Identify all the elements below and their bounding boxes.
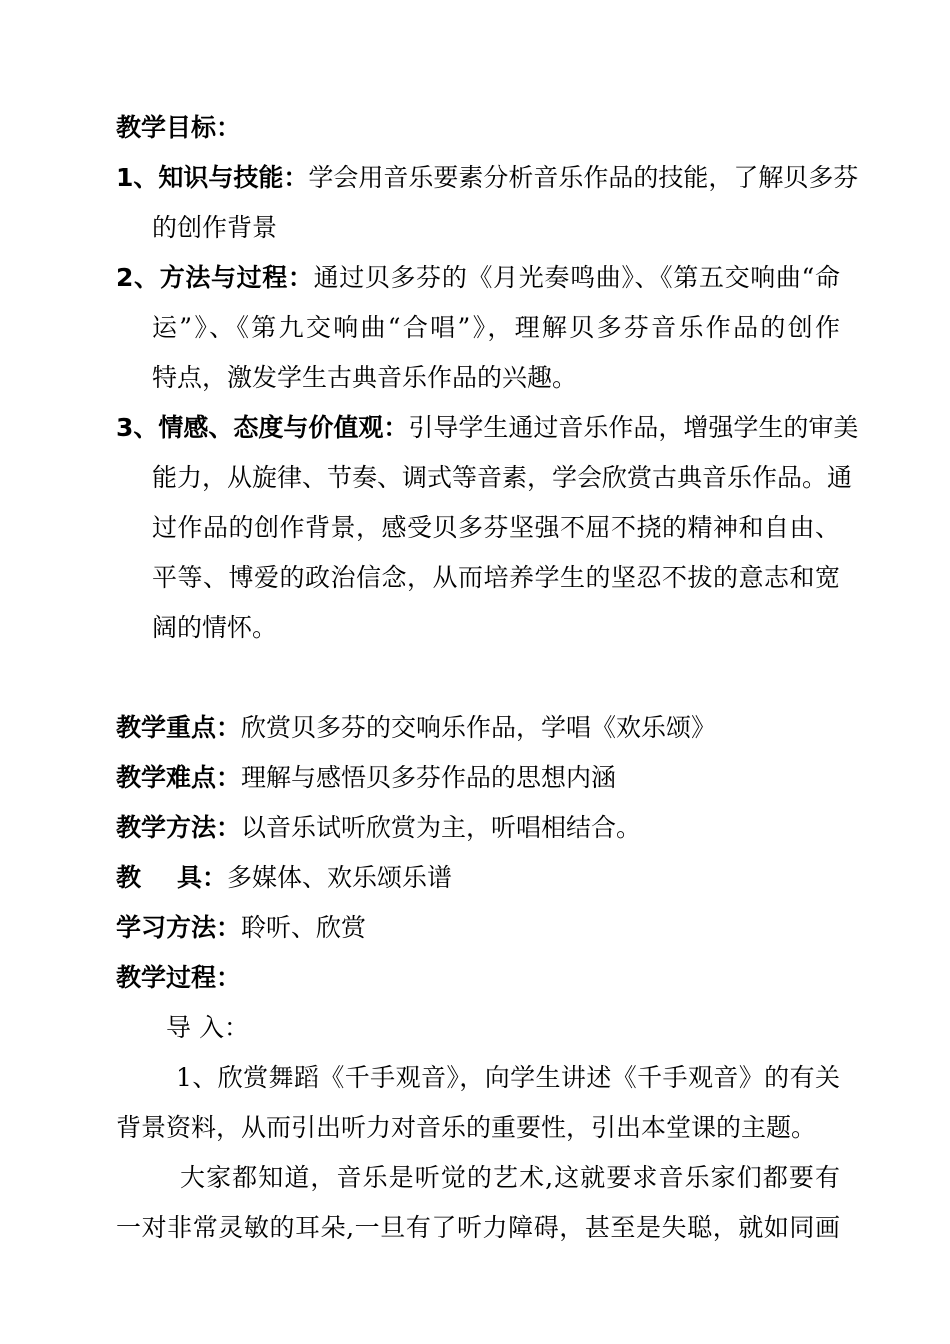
objective-3-label: 3、情感、态度与价值观： [116, 413, 409, 442]
blank-line [116, 653, 840, 703]
objectives-heading: 教学目标： [116, 113, 242, 142]
objective-3-line-4: 平等、博爱的政治信念，从而培养学生的坚忍不拔的意志和宽 [152, 563, 840, 592]
methods-line [116, 803, 840, 853]
key-points-label: 教学重点： [116, 713, 242, 742]
difficulties-line [116, 753, 840, 803]
key-points-value: 欣赏贝多芬的交响乐作品，学唱《欢乐颂》 [241, 713, 717, 742]
paragraph-1-line-1: 1、欣赏舞蹈《千手观音》，向学生讲述《千手观音》的有关 [176, 1063, 840, 1092]
paragraph-2-line-2: 一对非常灵敏的耳朵,一旦有了听力障碍，甚至是失聪，就如同画 [116, 1213, 840, 1242]
objective-2-line-3: 特点，激发学生古典音乐作品的兴趣。 [152, 363, 578, 392]
objective-3-line-1: 3、情感、态度与价值观：引导学生通过音乐作品，增强学生的审美 [116, 413, 859, 442]
objective-1-line-1: 1、知识与技能：学会用音乐要素分析音乐作品的技能，了解贝多芬 [116, 163, 859, 192]
learning-value: 聆听、欣赏 [241, 913, 367, 942]
tools-label-b: 具： [177, 863, 228, 892]
paragraph-1-line-2: 背景资料，从而引出听力对音乐的重要性，引出本堂课的主题。 [116, 1113, 817, 1142]
objective-3-line-2: 能力，从旋律、节奏、调式等音素，学会欣赏古典音乐作品。通 [152, 463, 853, 492]
methods-value: 以音乐试听欣赏为主，听唱相结合。 [241, 813, 642, 842]
paragraph-2-line-1: 大家都知道，音乐是听觉的艺术,这就要求音乐家们都要有 [180, 1163, 840, 1192]
learning-line [116, 903, 840, 953]
process-heading: 教学过程： [116, 963, 242, 992]
objective-3-line-3: 过作品的创作背景，感受贝多芬坚强不屈不挠的精神和自由、 [152, 513, 840, 542]
tools-value: 多媒体、欢乐颂乐谱 [227, 863, 453, 892]
objective-2-line-2: 运”》、《第九交响曲“合唱”》，理解贝多芬音乐作品的创作 [152, 313, 840, 342]
document-page [116, 103, 859, 1253]
objective-2-label: 2、方法与过程： [116, 263, 314, 292]
intro-heading: 导 入： [166, 1013, 249, 1042]
objective-2-line-1: 2、方法与过程：通过贝多芬的《月光奏鸣曲》、《第五交响曲“命 [116, 263, 840, 292]
tools-label-a: 教 [116, 863, 142, 892]
objective-1-label: 1、知识与技能： [116, 163, 309, 192]
difficulties-label: 教学难点： [116, 763, 242, 792]
objective-3-line-5: 阔的情怀。 [152, 613, 278, 642]
key-points-line [116, 703, 840, 753]
objective-1-line-2: 的创作背景 [152, 213, 278, 242]
difficulties-value: 理解与感悟贝多芬作品的思想内涵 [241, 763, 617, 792]
tools-line [116, 853, 840, 903]
methods-label: 教学方法： [116, 813, 242, 842]
learning-label: 学习方法： [116, 913, 242, 942]
